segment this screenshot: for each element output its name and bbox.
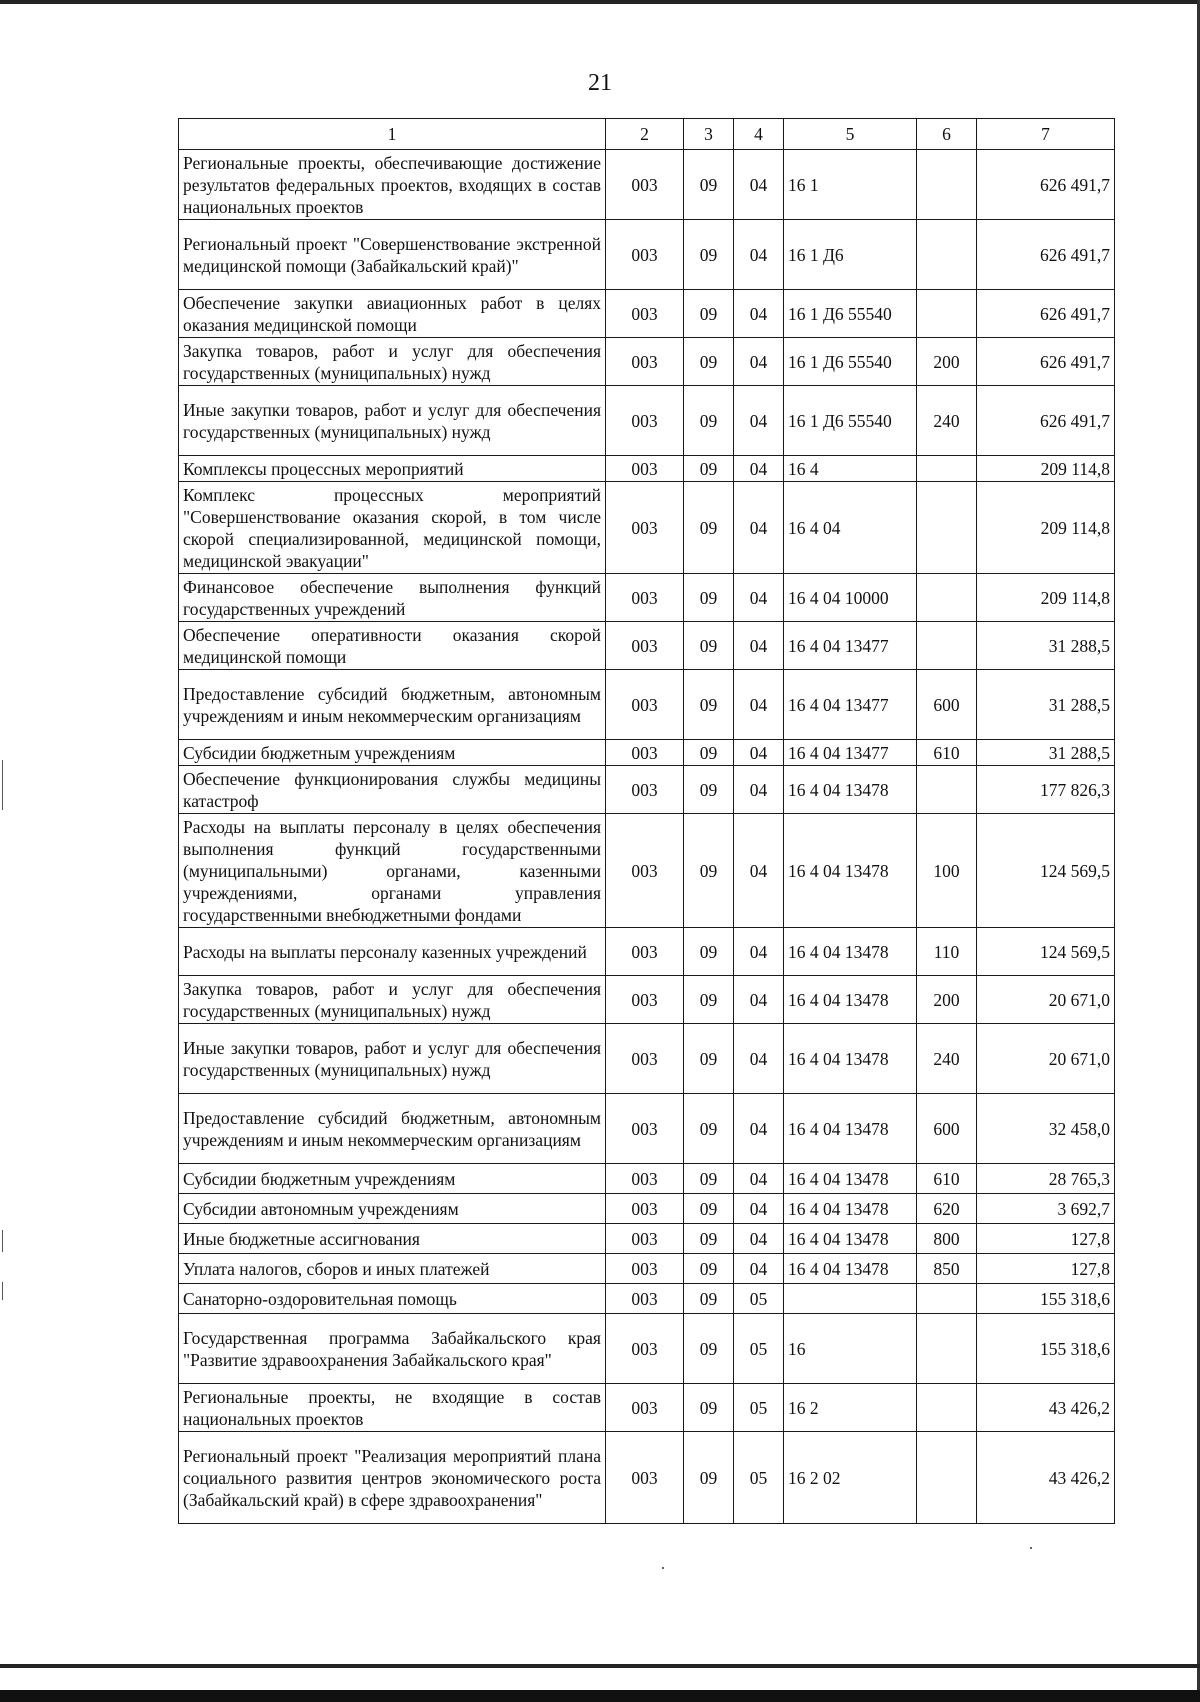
item-name-cell: Предоставление субсидий бюджетным, автономным учреждениям и иным некоммерческим организациям [179,1094,606,1164]
expense-type-code-cell: 610 [917,1164,977,1194]
section-code-cell: 09 [684,386,734,456]
expense-type-code-cell: 850 [917,1254,977,1284]
table-row [179,1384,1115,1432]
subsection-code-cell: 04 [734,1024,784,1094]
budget-table [178,118,1115,1524]
table-header-row [179,119,1115,150]
expense-type-code-cell [917,574,977,622]
table-row [179,482,1115,574]
expense-type-code-cell [917,1384,977,1432]
item-name-cell: Субсидии автономным учреждениям [179,1194,606,1224]
section-code-cell: 09 [684,1024,734,1094]
header-cell: 3 [684,119,734,150]
item-name-cell: Субсидии бюджетным учреждениям [179,740,606,766]
amount-cell: 20 671,0 [977,976,1115,1024]
subsection-code-cell: 04 [734,766,784,814]
section-code-cell: 09 [684,740,734,766]
ministry-code-cell: 003 [606,1024,684,1094]
table-row [179,766,1115,814]
amount-cell: 155 318,6 [977,1314,1115,1384]
expense-type-code-cell: 240 [917,1024,977,1094]
item-name-cell: Региональный проект "Реализация мероприятий плана социального развития центров экономического роста (Забайкальский край) в сфере здравоохранения" [179,1432,606,1524]
table-row [179,976,1115,1024]
amount-cell: 31 288,5 [977,670,1115,740]
subsection-code-cell: 04 [734,482,784,574]
amount-cell: 127,8 [977,1254,1115,1284]
subsection-code-cell: 04 [734,1194,784,1224]
section-code-cell: 09 [684,338,734,386]
expense-type-code-cell [917,456,977,482]
target-item-code-cell: 16 4 [784,456,917,482]
target-item-code-cell [784,1284,917,1314]
item-name-cell: Обеспечение закупки авиационных работ в целях оказания медицинской помощи [179,290,606,338]
target-item-code-cell: 16 4 04 13477 [784,622,917,670]
ministry-code-cell: 003 [606,622,684,670]
table-row [179,1024,1115,1094]
item-name-cell: Расходы на выплаты персоналу казенных учреждений [179,928,606,976]
table-row [179,150,1115,220]
target-item-code-cell: 16 [784,1314,917,1384]
target-item-code-cell: 16 4 04 10000 [784,574,917,622]
expense-type-code-cell: 200 [917,338,977,386]
section-code-cell: 09 [684,1094,734,1164]
scan-left-mark [2,760,3,810]
amount-cell: 626 491,7 [977,290,1115,338]
target-item-code-cell: 16 1 Д6 55540 [784,386,917,456]
section-code-cell: 09 [684,456,734,482]
item-name-cell: Региональный проект "Совершенствование экстренной медицинской помощи (Забайкальский край)" [179,220,606,290]
item-name-cell: Иные закупки товаров, работ и услуг для обеспечения государственных (муниципальных) нужд [179,1024,606,1094]
header-cell: 1 [179,119,606,150]
table-row [179,1284,1115,1314]
section-code-cell: 09 [684,1284,734,1314]
subsection-code-cell: 04 [734,1164,784,1194]
amount-cell: 626 491,7 [977,338,1115,386]
expense-type-code-cell [917,622,977,670]
ministry-code-cell: 003 [606,1384,684,1432]
subsection-code-cell: 04 [734,976,784,1024]
item-name-cell: Обеспечение функционирования службы медицины катастроф [179,766,606,814]
header-cell: 2 [606,119,684,150]
item-name-cell: Обеспечение оперативности оказания скорой медицинской помощи [179,622,606,670]
scan-left-mark [2,1230,3,1252]
target-item-code-cell: 16 4 04 [784,482,917,574]
ministry-code-cell: 003 [606,1254,684,1284]
ministry-code-cell: 003 [606,766,684,814]
amount-cell: 209 114,8 [977,574,1115,622]
target-item-code-cell: 16 2 02 [784,1432,917,1524]
amount-cell: 209 114,8 [977,482,1115,574]
item-name-cell: Комплексы процессных мероприятий [179,456,606,482]
target-item-code-cell: 16 2 [784,1384,917,1432]
section-code-cell: 09 [684,976,734,1024]
item-name-cell: Государственная программа Забайкальского края "Развитие здравоохранения Забайкальского края" [179,1314,606,1384]
item-name-cell: Иные бюджетные ассигнования [179,1224,606,1254]
ministry-code-cell: 003 [606,574,684,622]
table-row [179,1094,1115,1164]
target-item-code-cell: 16 1 Д6 [784,220,917,290]
ministry-code-cell: 003 [606,928,684,976]
subsection-code-cell: 04 [734,1254,784,1284]
amount-cell: 155 318,6 [977,1284,1115,1314]
expense-type-code-cell: 110 [917,928,977,976]
section-code-cell: 09 [684,1254,734,1284]
expense-type-code-cell [917,290,977,338]
target-item-code-cell: 16 4 04 13478 [784,1224,917,1254]
amount-cell: 626 491,7 [977,150,1115,220]
expense-type-code-cell: 620 [917,1194,977,1224]
subsection-code-cell: 04 [734,386,784,456]
target-item-code-cell: 16 4 04 13478 [784,1024,917,1094]
amount-cell: 32 458,0 [977,1094,1115,1164]
section-code-cell: 09 [684,1164,734,1194]
amount-cell: 124 569,5 [977,928,1115,976]
subsection-code-cell: 04 [734,670,784,740]
scan-speck [1030,1547,1032,1549]
ministry-code-cell: 003 [606,1284,684,1314]
expense-type-code-cell: 800 [917,1224,977,1254]
section-code-cell: 09 [684,482,734,574]
amount-cell: 28 765,3 [977,1164,1115,1194]
amount-cell: 124 569,5 [977,814,1115,928]
item-name-cell: Иные закупки товаров, работ и услуг для обеспечения государственных (муниципальных) нужд [179,386,606,456]
header-cell: 7 [977,119,1115,150]
section-code-cell: 09 [684,1224,734,1254]
table-row [179,814,1115,928]
table-row [179,574,1115,622]
amount-cell: 177 826,3 [977,766,1115,814]
table-row [179,338,1115,386]
ministry-code-cell: 003 [606,740,684,766]
header-cell: 6 [917,119,977,150]
expense-type-code-cell: 200 [917,976,977,1024]
section-code-cell: 09 [684,622,734,670]
expense-type-code-cell [917,1284,977,1314]
scan-left-mark [2,1282,3,1300]
amount-cell: 127,8 [977,1224,1115,1254]
subsection-code-cell: 04 [734,574,784,622]
ministry-code-cell: 003 [606,456,684,482]
ministry-code-cell: 003 [606,338,684,386]
section-code-cell: 09 [684,574,734,622]
target-item-code-cell: 16 4 04 13478 [784,1194,917,1224]
amount-cell: 626 491,7 [977,220,1115,290]
subsection-code-cell: 04 [734,622,784,670]
scan-speck [662,1567,664,1569]
item-name-cell: Региональные проекты, обеспечивающие достижение результатов федеральных проектов, входящих в состав национальных проектов [179,150,606,220]
ministry-code-cell: 003 [606,386,684,456]
section-code-cell: 09 [684,290,734,338]
table-row [179,622,1115,670]
section-code-cell: 09 [684,220,734,290]
ministry-code-cell: 003 [606,976,684,1024]
section-code-cell: 09 [684,928,734,976]
item-name-cell: Комплекс процессных мероприятий "Совершенствование оказания скорой, в том числе скорой специализированной, медицинской помощи, медицинской эвакуации" [179,482,606,574]
amount-cell: 31 288,5 [977,740,1115,766]
target-item-code-cell: 16 4 04 13478 [784,814,917,928]
table-row [179,456,1115,482]
subsection-code-cell: 04 [734,1224,784,1254]
section-code-cell: 09 [684,670,734,740]
ministry-code-cell: 003 [606,482,684,574]
table-row [179,290,1115,338]
subsection-code-cell: 04 [734,1094,784,1164]
item-name-cell: Закупка товаров, работ и услуг для обеспечения государственных (муниципальных) нужд [179,338,606,386]
section-code-cell: 09 [684,1384,734,1432]
subsection-code-cell: 05 [734,1314,784,1384]
target-item-code-cell: 16 4 04 13478 [784,1164,917,1194]
scan-edge-bottom [0,1690,1200,1702]
amount-cell: 209 114,8 [977,456,1115,482]
item-name-cell: Субсидии бюджетным учреждениям [179,1164,606,1194]
header-cell: 5 [784,119,917,150]
ministry-code-cell: 003 [606,1164,684,1194]
section-code-cell: 09 [684,150,734,220]
subsection-code-cell: 04 [734,338,784,386]
ministry-code-cell: 003 [606,670,684,740]
table-row [179,1314,1115,1384]
target-item-code-cell: 16 4 04 13478 [784,1254,917,1284]
page-number: 21 [588,70,612,96]
expense-type-code-cell: 600 [917,1094,977,1164]
scan-edge-top [0,0,1200,4]
target-item-code-cell: 16 4 04 13478 [784,976,917,1024]
expense-type-code-cell: 610 [917,740,977,766]
target-item-code-cell: 16 4 04 13478 [784,1094,917,1164]
table-row [179,670,1115,740]
table-row [179,1432,1115,1524]
expense-type-code-cell: 600 [917,670,977,740]
target-item-code-cell: 16 1 [784,150,917,220]
expense-type-code-cell: 100 [917,814,977,928]
amount-cell: 20 671,0 [977,1024,1115,1094]
subsection-code-cell: 04 [734,928,784,976]
subsection-code-cell: 05 [734,1384,784,1432]
subsection-code-cell: 04 [734,814,784,928]
section-code-cell: 09 [684,766,734,814]
subsection-code-cell: 04 [734,740,784,766]
table-row [179,1254,1115,1284]
subsection-code-cell: 04 [734,290,784,338]
header-cell: 4 [734,119,784,150]
ministry-code-cell: 003 [606,1224,684,1254]
target-item-code-cell: 16 4 04 13477 [784,740,917,766]
ministry-code-cell: 003 [606,1314,684,1384]
item-name-cell: Финансовое обеспечение выполнения функций государственных учреждений [179,574,606,622]
ministry-code-cell: 003 [606,1194,684,1224]
table-row [179,1164,1115,1194]
target-item-code-cell: 16 4 04 13478 [784,766,917,814]
expense-type-code-cell [917,220,977,290]
target-item-code-cell: 16 1 Д6 55540 [784,290,917,338]
ministry-code-cell: 003 [606,290,684,338]
subsection-code-cell: 05 [734,1432,784,1524]
section-code-cell: 09 [684,1432,734,1524]
item-name-cell: Закупка товаров, работ и услуг для обеспечения государственных (муниципальных) нужд [179,976,606,1024]
table-row [179,1194,1115,1224]
amount-cell: 43 426,2 [977,1432,1115,1524]
expense-type-code-cell [917,766,977,814]
table-row [179,386,1115,456]
expense-type-code-cell [917,1314,977,1384]
amount-cell: 31 288,5 [977,622,1115,670]
target-item-code-cell: 16 4 04 13478 [784,928,917,976]
subsection-code-cell: 04 [734,220,784,290]
item-name-cell: Региональные проекты, не входящие в состав национальных проектов [179,1384,606,1432]
subsection-code-cell: 05 [734,1284,784,1314]
ministry-code-cell: 003 [606,814,684,928]
table-row [179,928,1115,976]
amount-cell: 626 491,7 [977,386,1115,456]
item-name-cell: Санаторно-оздоровительная помощь [179,1284,606,1314]
expense-type-code-cell [917,1432,977,1524]
expense-type-code-cell [917,150,977,220]
expense-type-code-cell: 240 [917,386,977,456]
target-item-code-cell: 16 1 Д6 55540 [784,338,917,386]
section-code-cell: 09 [684,1194,734,1224]
subsection-code-cell: 04 [734,150,784,220]
scan-edge-bottom-line [0,1664,1200,1668]
item-name-cell: Расходы на выплаты персоналу в целях обеспечения выполнения функций государственными (муниципальными) органами, казенными учреждениями, органами управления государственными внебюджетными фондами [179,814,606,928]
expense-type-code-cell [917,482,977,574]
table-row [179,1224,1115,1254]
amount-cell: 43 426,2 [977,1384,1115,1432]
ministry-code-cell: 003 [606,220,684,290]
item-name-cell: Предоставление субсидий бюджетным, автономным учреждениям и иным некоммерческим организациям [179,670,606,740]
target-item-code-cell: 16 4 04 13477 [784,670,917,740]
amount-cell: 3 692,7 [977,1194,1115,1224]
ministry-code-cell: 003 [606,150,684,220]
section-code-cell: 09 [684,814,734,928]
section-code-cell: 09 [684,1314,734,1384]
table-row [179,220,1115,290]
ministry-code-cell: 003 [606,1432,684,1524]
table-row [179,740,1115,766]
item-name-cell: Уплата налогов, сборов и иных платежей [179,1254,606,1284]
ministry-code-cell: 003 [606,1094,684,1164]
subsection-code-cell: 04 [734,456,784,482]
